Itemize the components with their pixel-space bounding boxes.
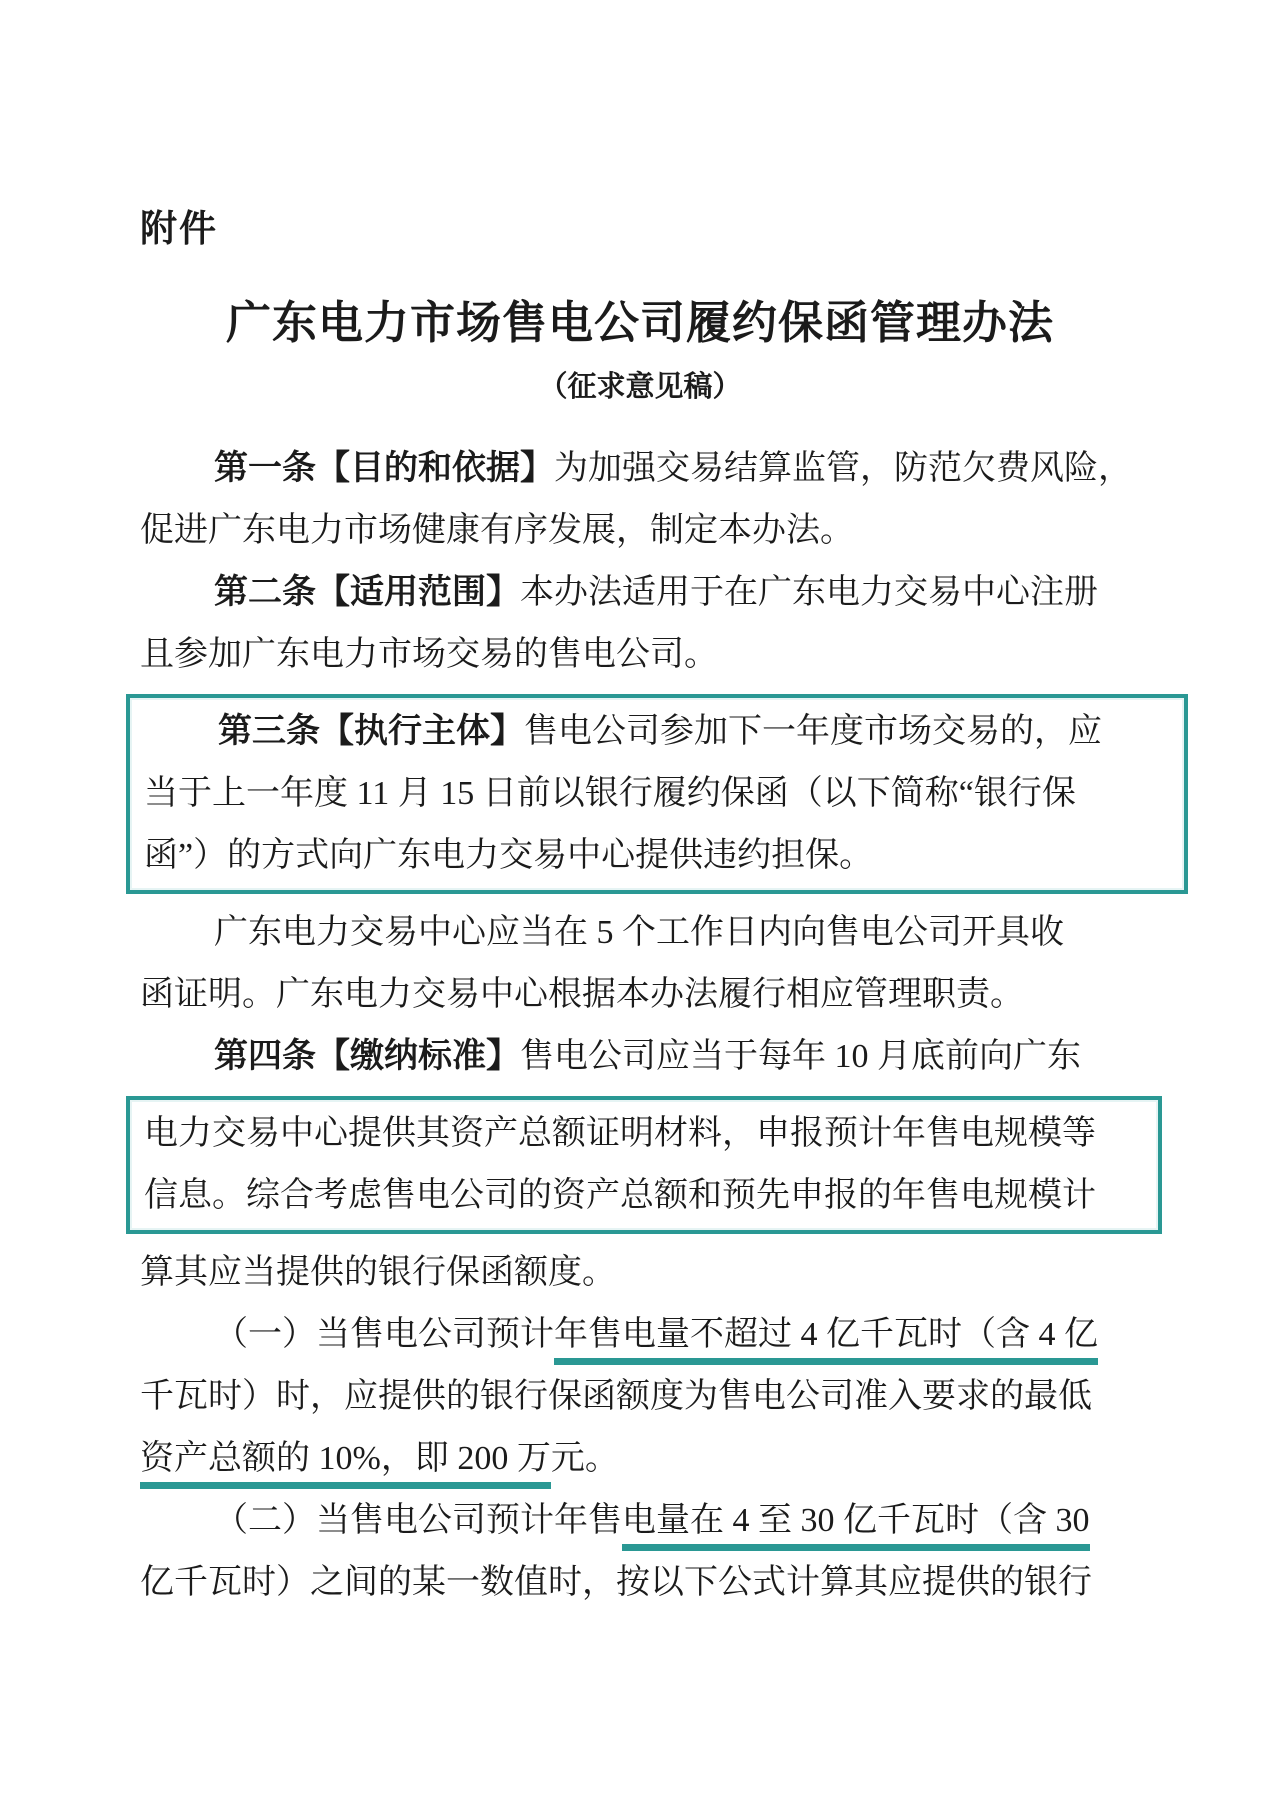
body-line	[140, 1366, 1092, 1428]
body-text: （一）当售电公司预计	[214, 1316, 554, 1353]
body-text: 售电公司参加下一年度市场交易的，应	[524, 713, 1102, 750]
body-text: 售电公司应当于每年 10 月底前向广东	[520, 1038, 1081, 1075]
body-text: 算其应当提供的银行保函额度。	[140, 1254, 616, 1291]
body-line	[140, 500, 968, 562]
body-line	[144, 825, 1184, 887]
body-text: （二）当售电公司预计年售	[214, 1502, 622, 1539]
body-line	[140, 964, 1024, 1026]
article-1-heading: 第一条【目的和依据】	[214, 450, 554, 487]
body-text: 本办法适用于在广东电力交易中心注册	[520, 574, 1098, 611]
body-text: 且参加广东电力市场交易的售电公司。	[140, 636, 718, 673]
article-3-heading: 第三条【执行主体】	[218, 713, 524, 750]
body-line-article-3	[144, 701, 1184, 763]
body-line	[140, 902, 1064, 964]
body-text: 促进广东电力市场健康有序发展，制定本办法。	[140, 512, 854, 549]
teal-underline: 年售电量不超过 4 亿千瓦时（含 4 亿	[554, 1316, 1098, 1365]
body-text: 元。	[550, 1440, 619, 1477]
body-text: 当于上一年度 11 月 15 日前以银行履约保函（以下简称“银行保	[144, 775, 1076, 812]
body-line-article-4	[140, 1026, 1081, 1088]
teal-underline: 资产总额的 10%，即 200 万	[140, 1440, 551, 1489]
body-text: 信息。综合考虑售电公司的资产总额和预先申报的年售电规模计	[144, 1177, 1096, 1214]
document-title: 广东电力市场售电公司履约保函管理办法	[225, 298, 1054, 348]
document-subtitle: （征求意见稿）	[538, 371, 742, 403]
body-text: 广东电力交易中心应当在 5 个工作日内向售电公司开具收	[214, 914, 1064, 951]
article-2-heading: 第二条【适用范围】	[214, 574, 520, 611]
body-text: 为加强交易结算监管，防范欠费风险，	[554, 450, 1132, 487]
body-text: 电力交易中心提供其资产总额证明材料，申报预计年售电规模等	[144, 1115, 1096, 1152]
body-line	[144, 763, 1184, 825]
body-line	[140, 1552, 1092, 1614]
highlight-box-article-3	[126, 694, 1188, 894]
body-text: 亿千瓦时）之间的某一数值时，按以下公式计算其应提供的银行	[140, 1564, 1092, 1601]
body-line	[140, 1242, 968, 1304]
body-line	[144, 1165, 1158, 1227]
body-line-article-2	[140, 562, 1098, 624]
body-text: 函”）的方式向广东电力交易中心提供违约担保。	[144, 837, 874, 874]
body-line	[144, 1103, 1158, 1165]
body-line	[140, 624, 968, 686]
highlight-box-deposit-info	[126, 1096, 1162, 1234]
body-line	[140, 1428, 968, 1490]
document-body	[140, 438, 1132, 1614]
attachment-label: 附件	[140, 209, 218, 250]
article-4-heading: 第四条【缴纳标准】	[214, 1038, 520, 1075]
body-line-article-1	[140, 438, 1132, 500]
body-line-item-2	[140, 1490, 1090, 1552]
body-text: 函证明。广东电力交易中心根据本办法履行相应管理职责。	[140, 976, 1024, 1013]
body-line-item-1	[140, 1304, 1098, 1366]
teal-underline: 电量在 4 至 30 亿千瓦时（含 30	[622, 1502, 1090, 1551]
body-text: 千瓦时）时，应提供的银行保函额度为售电公司准入要求的最低	[140, 1378, 1092, 1415]
